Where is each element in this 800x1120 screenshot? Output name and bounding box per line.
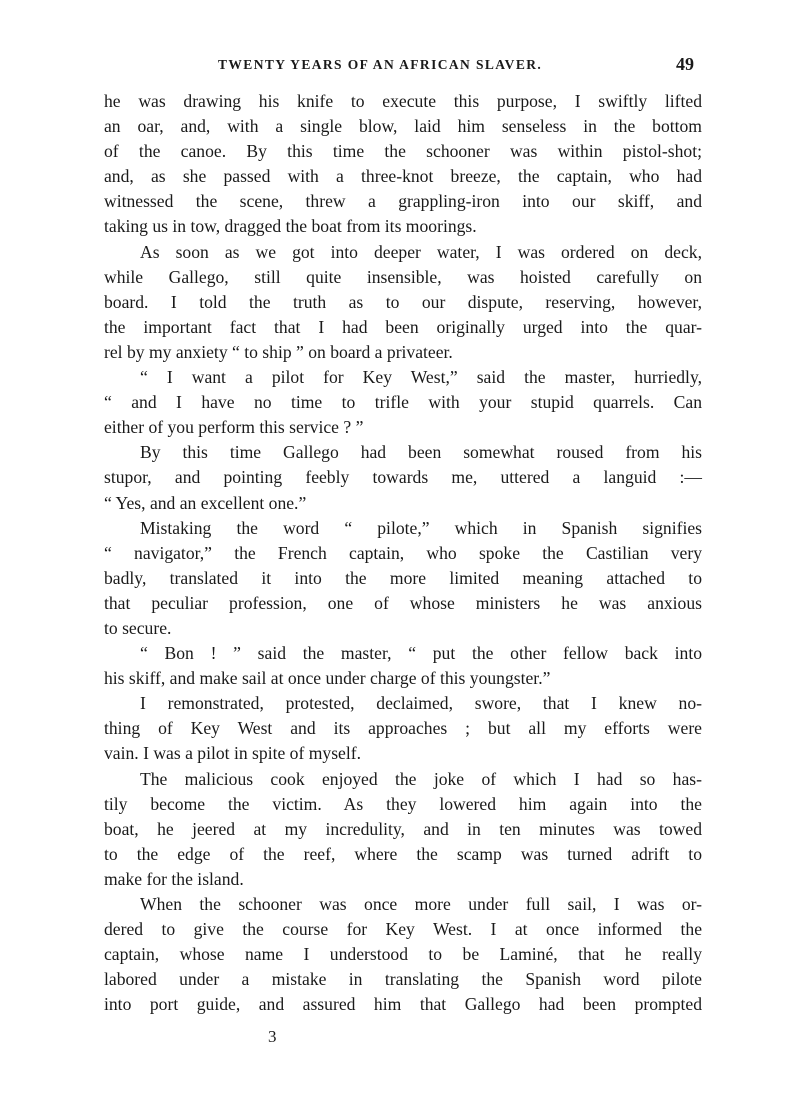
text-line: boat, he jeered at my incredulity, and in ten minutes was towed xyxy=(104,818,702,839)
signature-mark: 3 xyxy=(268,1027,277,1046)
text-line: dered to give the course for Key West. I at once informed the xyxy=(104,919,702,940)
text-line: to secure. xyxy=(104,617,172,638)
text-line: that peculiar profession, one of whose ministers he was anxious xyxy=(104,592,702,613)
text-line: he was drawing his knife to execute this purpose, I swiftly lifted xyxy=(104,91,702,111)
text-line: “ Yes, and an excellent one.” xyxy=(104,492,307,513)
text-line: stupor, and pointing feebly towards me, uttered a languid :— xyxy=(104,467,702,488)
text-line: his skiff, and make sail at once under charge of this youngster.” xyxy=(104,668,551,689)
text-line: The malicious cook enjoyed the joke of which I had so has- xyxy=(140,768,702,789)
text-line: labored under a mistake in translating the Spanish word pilote xyxy=(104,969,702,990)
text-line: I remonstrated, protested, declaimed, swore, that I knew no- xyxy=(140,693,702,714)
text-line: “ and I have no time to trifle with your stupid quarrels. Can xyxy=(104,392,702,413)
text-line: “ I want a pilot for Key West,” said the master, hurriedly, xyxy=(140,367,702,388)
text-line: an oar, and, with a single blow, laid him senseless in the bottom xyxy=(104,116,702,137)
text-line: board. I told the truth as to our dispute, reserving, however, xyxy=(104,291,702,312)
text-line: “ navigator,” the French captain, who spoke the Castilian very xyxy=(104,542,702,563)
text-line: rel by my anxiety “ to ship ” on board a privateer. xyxy=(104,341,453,362)
text-line: tily become the victim. As they lowered him again into the xyxy=(104,793,702,814)
text-line: vain. I was a pilot in spite of myself. xyxy=(104,743,362,764)
page-header xyxy=(0,54,800,80)
text-line: the important fact that I had been originally urged into the quar- xyxy=(104,316,702,337)
text-line: witnessed the scene, threw a grappling-iron into our skiff, and xyxy=(104,191,702,212)
text-line: and, as she passed with a three-knot breeze, the captain, who had xyxy=(104,166,702,187)
body-text xyxy=(104,89,702,1017)
text-line: either of you perform this service ? ” xyxy=(104,417,364,438)
text-line: to the edge of the reef, where the scamp was turned adrift to xyxy=(104,843,702,864)
page-number: 49 xyxy=(676,54,694,74)
text-line: Mistaking the word “ pilote,” which in Spanish signifies xyxy=(140,517,702,538)
text-line: By this time Gallego had been somewhat roused from his xyxy=(140,442,702,463)
text-line: When the schooner was once more under full sail, I was or- xyxy=(140,894,702,914)
text-line: while Gallego, still quite insensible, was hoisted carefully on xyxy=(104,266,702,287)
text-line: taking us in tow, dragged the boat from its moorings. xyxy=(104,216,477,237)
running-head: TWENTY YEARS OF AN AFRICAN SLAVER. xyxy=(218,57,543,72)
text-line: thing of Key West and its approaches ; but all my efforts were xyxy=(104,718,702,739)
text-line: As soon as we got into deeper water, I was ordered on deck, xyxy=(140,241,702,262)
text-line: captain, whose name I understood to be Laminé, that he really xyxy=(104,944,702,965)
text-line: badly, translated it into the more limited meaning attached to xyxy=(104,567,702,588)
text-line: make for the island. xyxy=(104,868,244,889)
text-line: “ Bon ! ” said the master, “ put the other fellow back into xyxy=(140,643,702,664)
text-line: into port guide, and assured him that Gallego had been prompted xyxy=(104,994,702,1015)
text-line: of the canoe. By this time the schooner was within pistol-shot; xyxy=(104,141,702,162)
